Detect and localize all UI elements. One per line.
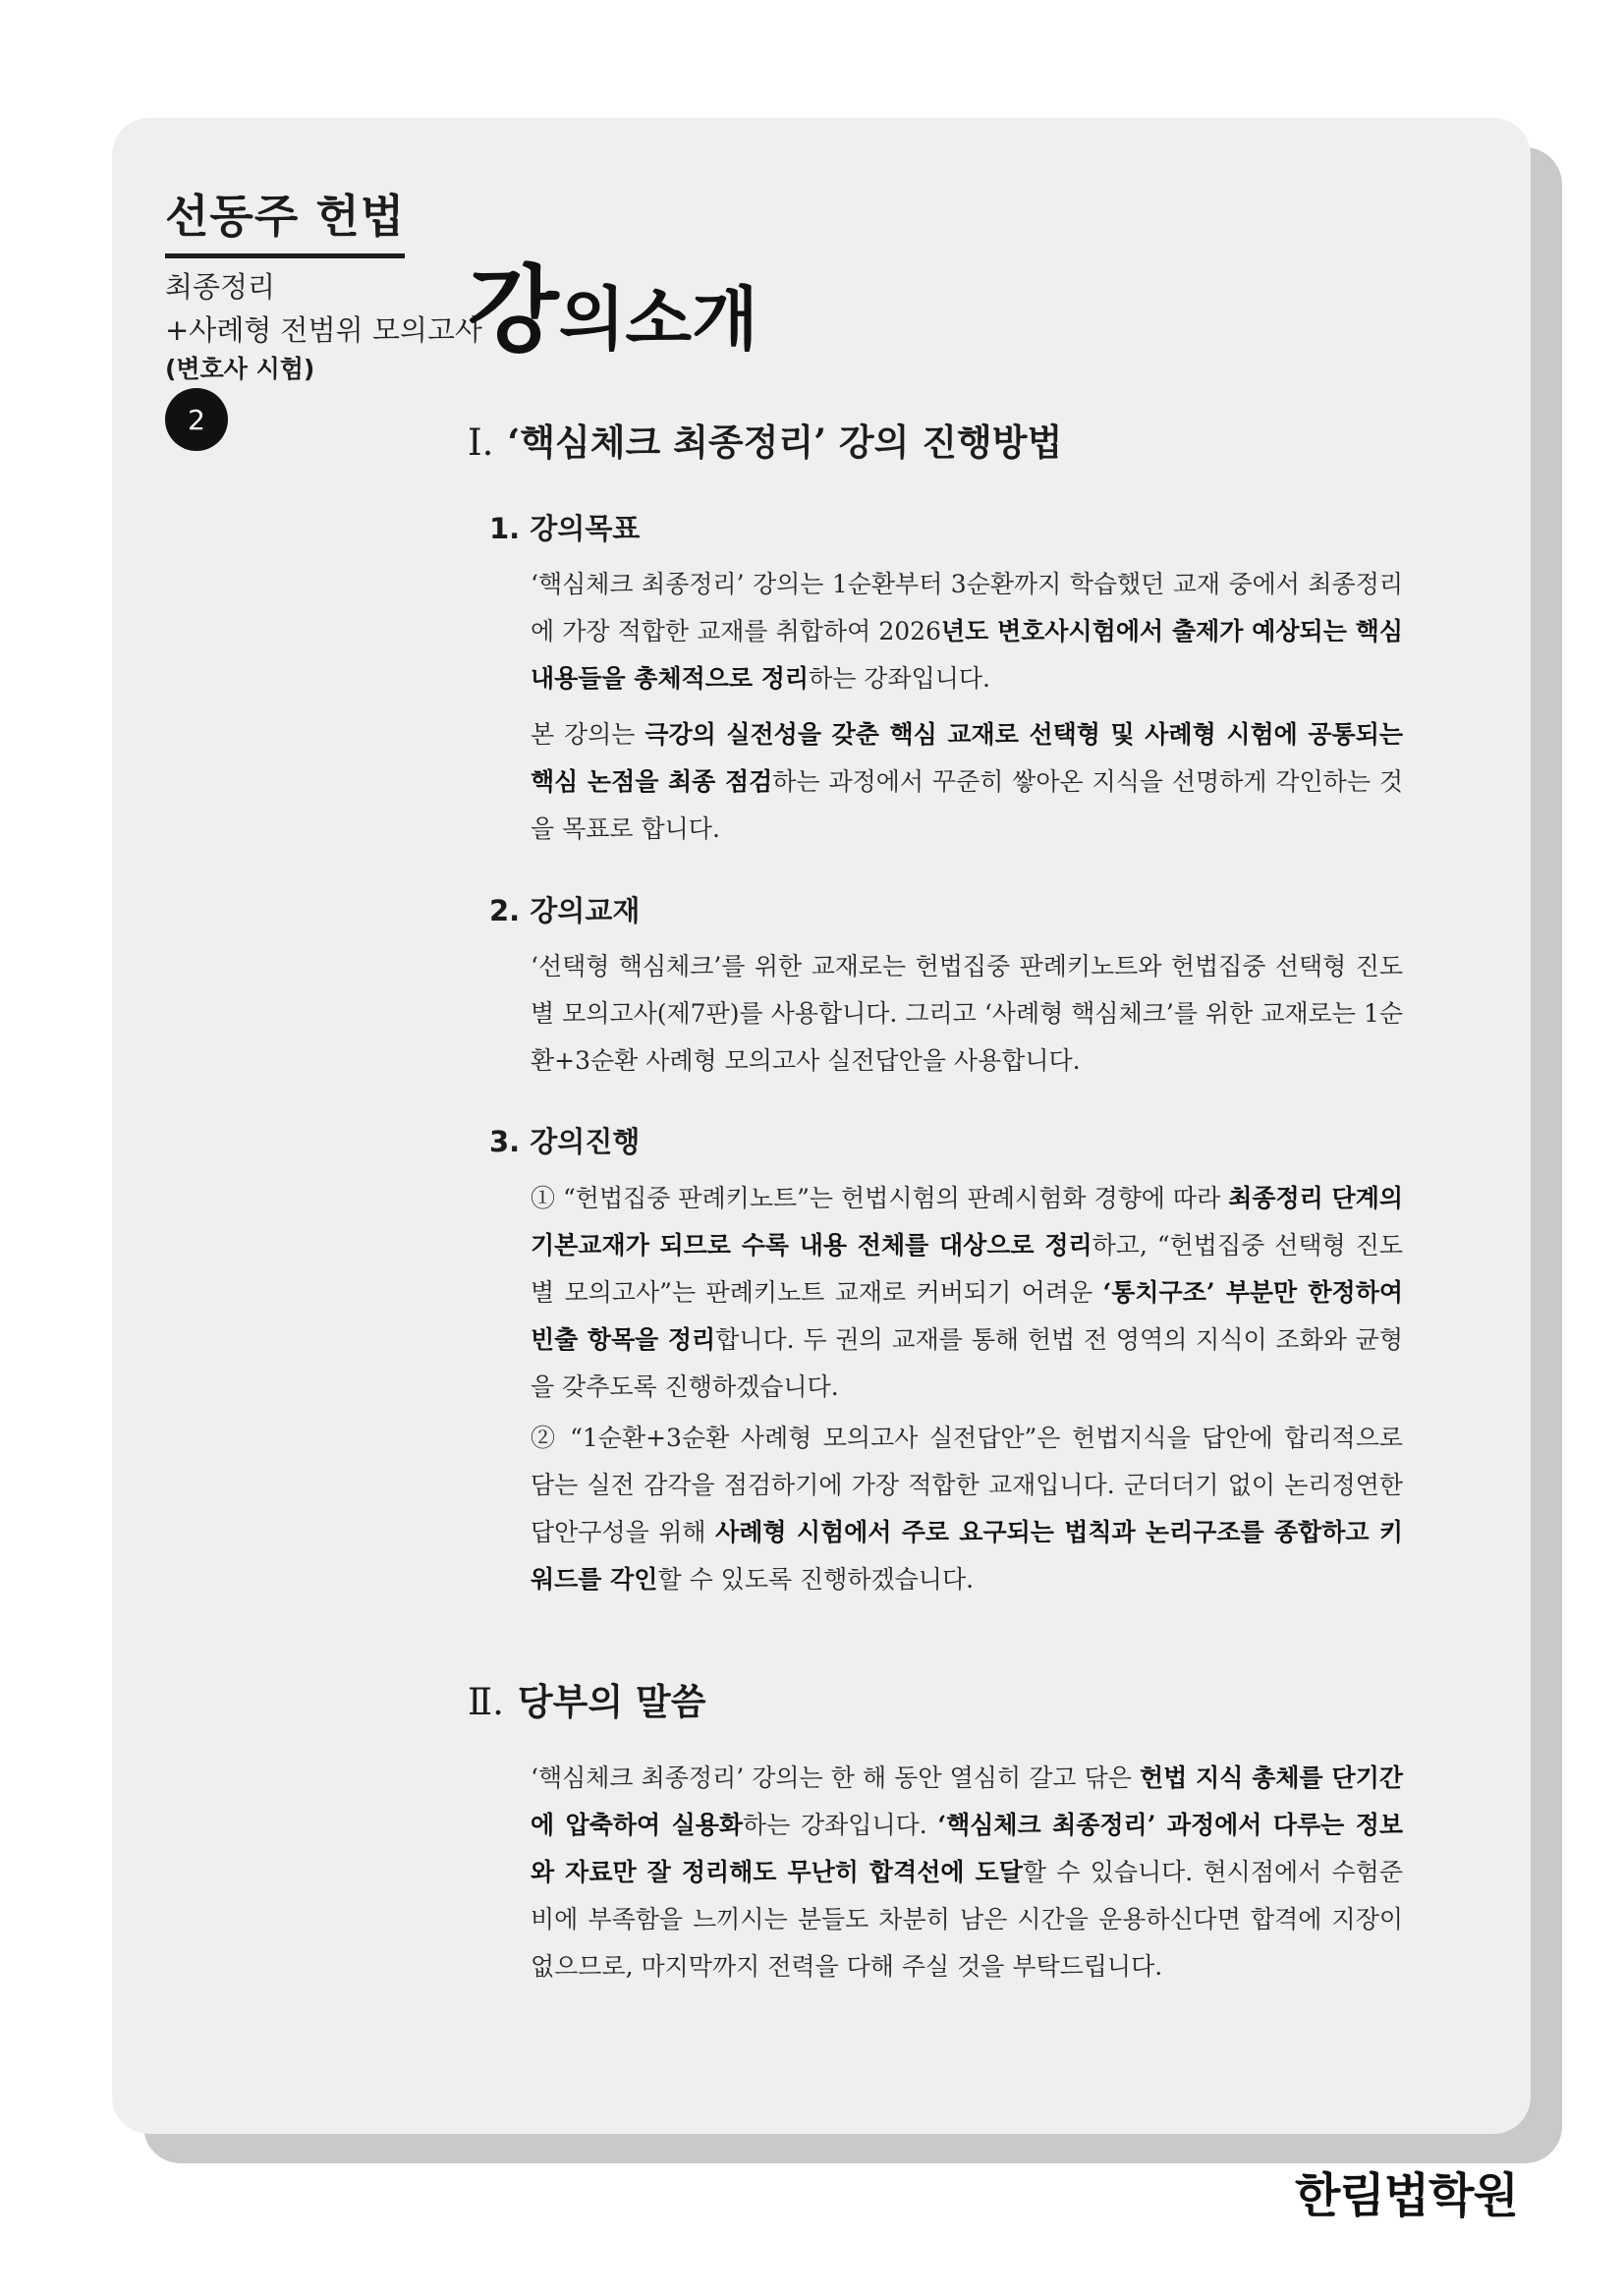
section-2-number: Ⅱ. (468, 1681, 504, 1723)
goal-p2-tail: 하는 과정에서 꾸준히 쌓아온 지식을 선명하게 각인하는 것을 목표로 합니다. (531, 767, 1404, 843)
course-line-1: 최종정리 (165, 270, 276, 304)
material-heading: 2. 강의교재 (489, 894, 641, 927)
academy-logo: 한림법학원 (1295, 2168, 1518, 2223)
author-title: 선동주 헌법 (165, 181, 405, 258)
advice-emphasis-1: 헌법 지식 총체를 단기간에 압축하여 실용화 (531, 1764, 1403, 1839)
page-number-badge: 2 (165, 388, 228, 451)
progress-p1-emphasis-1: 최종정리 단계의 기본교재가 되므로 수록 내용 전체를 대상으로 정리 (531, 1184, 1403, 1260)
section-2-title: 당부의 말씀 (517, 1680, 706, 1723)
advice-tail: 할 수 있습니다. 현시점에서 수험준비에 부족함을 느끼시는 분들도 차분히 남은 시간을 운용하신다면 합격에 지장이 없으므로, 마지막까지 전력을 다해 주실 것을 부탁드립니다. (531, 1858, 1403, 1981)
page-title (468, 254, 758, 365)
progress-paragraph-2 (531, 1415, 1403, 1603)
section-1-title: ‘핵심체크 최종정리’ 강의 진행방법 (507, 420, 1063, 464)
progress-p2-emphasis: 사례형 시험에서 주로 요구되는 법칙과 논리구조를 종합하고 키워드를 각인 (531, 1518, 1403, 1594)
progress-paragraph-1 (531, 1175, 1403, 1411)
section-1-number: Ⅰ. (468, 421, 494, 464)
goal-p2-text: 본 강의는 (531, 720, 645, 749)
progress-p1-middle: 하고, “헌법집중 선택형 진도별 모의고사”는 판례키노트 교재로 커버되기 어려운 (531, 1231, 1403, 1307)
course-subtitle: (변호사 시험) (165, 355, 315, 383)
section-1-heading (468, 413, 1062, 466)
advice-text: ‘핵심체크 최종정리’ 강의는 한 해 동안 열심히 갈고 닦은 (531, 1764, 1140, 1792)
goal-p1-emphasis: 년도 변호사시험에서 출제가 예상되는 핵심 내용들을 총체적으로 정리 (531, 617, 1403, 693)
goal-p1-text: ‘핵심체크 최종정리’ 강의는 1순환부터 3순환까지 학습했던 교재 중에서 최종정리에 가장 적합한 교재를 취합하여 2026 (531, 570, 1403, 645)
goal-heading: 1. 강의목표 (489, 512, 641, 545)
advice-middle: 하는 강좌입니다. (743, 1811, 938, 1839)
progress-p1-emphasis-2: ‘통치구조’ 부분만 한정하여 빈출 항목을 정리 (531, 1278, 1403, 1354)
goal-paragraph-2 (531, 711, 1403, 853)
page-title-first: 강 (468, 254, 559, 365)
page-title-rest: 의소개 (558, 278, 758, 360)
goal-p1-tail: 하는 강좌입니다. (809, 664, 991, 693)
course-line-2: +사례형 전범위 모의고사 (165, 313, 482, 347)
progress-p2-text: ② “1순환+3순환 사례형 모의고사 실전답안”은 헌법지식을 답안에 합리적으로 담는 실전 감각을 점검하기에 가장 적합한 교재입니다. 군더더기 없이 논리정연한 답안구성을 위해 (531, 1424, 1403, 1546)
progress-p1-text: ① “헌법집중 판례키노트”는 헌법시험의 판례시험화 경향에 따라 (531, 1184, 1229, 1212)
progress-p2-tail: 할 수 있도록 진행하겠습니다. (657, 1565, 975, 1594)
goal-paragraph-1 (531, 561, 1403, 702)
material-paragraph: ‘선택형 핵심체크’를 위한 교재로는 헌법집중 판례키노트와 헌법집중 선택형 진도별 모의고사(제7판)를 사용합니다. 그리고 ‘사례형 핵심체크’를 위한 교재로는 1순환+3순환 사례형 모의고사 실전답안을 사용합니다. (531, 952, 1403, 1075)
progress-p1-tail: 합니다. 두 권의 교재를 통해 헌법 전 영역의 지식이 조화와 균형을 갖추도록 진행하겠습니다. (531, 1325, 1403, 1401)
section-2-heading (468, 1672, 706, 1725)
advice-paragraph (531, 1755, 1403, 1990)
progress-heading: 3. 강의진행 (489, 1125, 641, 1158)
goal-p2-emphasis: 극강의 실전성을 갖춘 핵심 교재로 선택형 및 사례형 시험에 공통되는 핵심 논점을 최종 점검 (531, 720, 1403, 796)
advice-emphasis-2: ‘핵심체크 최종정리’ 과정에서 다루는 정보와 자료만 잘 정리해도 무난히 합격선에 도달 (531, 1811, 1403, 1886)
